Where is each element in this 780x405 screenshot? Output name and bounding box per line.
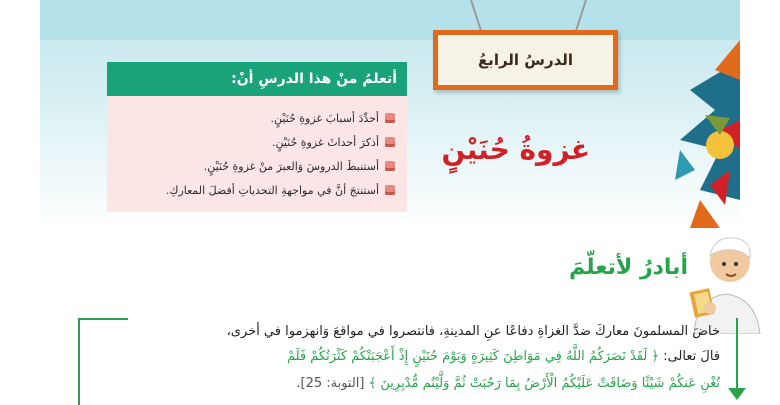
objective-item xyxy=(115,154,395,178)
paragraph-line xyxy=(80,349,720,364)
verse-reference: [التوبة: 25]. xyxy=(296,376,365,391)
paragraph-line xyxy=(80,376,720,391)
bullet-icon xyxy=(385,113,395,123)
objective-item xyxy=(115,178,395,202)
objectives-list xyxy=(115,106,395,202)
objective-item xyxy=(115,130,395,154)
bullet-icon xyxy=(385,137,395,147)
bullet-icon xyxy=(385,185,395,195)
objective-text: أحدِّدَ أسبابَ غزوةِ حُنَيْنٍ. xyxy=(270,111,379,125)
quran-verse: ﴿ لَقَدْ نَصَرَكُمُ اللَّهُ فِي مَوَاطِنَ كَثِيرَةٍ وَيَوْمَ حُنَيْنٍ إِذْ أَعْجَبَتْكُمْ كَثْرَتُكُمْ فَلَمْ xyxy=(286,349,660,364)
intro-paragraph-block xyxy=(70,318,750,405)
objectives-box xyxy=(107,62,407,212)
objective-text: أذكرَ أحداثَ غزوةِ حُنَيْنٍ. xyxy=(272,135,379,149)
objective-text: أستنتجَ أنَّ في مواجهةِ التحدياتِ أفضلَ المعاركِ. xyxy=(165,183,379,197)
lesson-label-sign xyxy=(433,30,618,90)
bullet-icon xyxy=(385,161,395,171)
frame-line-right xyxy=(736,318,738,393)
lesson-title: غزوةُ حُنَيْنٍ xyxy=(441,133,590,166)
islamic-pattern-decoration xyxy=(620,0,740,228)
objectives-heading: أتعلمُ منْ هذا الدرسِ أنْ: xyxy=(107,62,407,96)
section-title-start: أبادرُ لأتعلّمَ xyxy=(569,255,688,280)
quran-verse: تُغْنِ عَنكُمْ شَيْئًا وَضَاقَتْ عَلَيْكُمُ الْأَرْضُ بِمَا رَحُبَتْ ثُمَّ وَلَّيْتُم مُّدْبِرِينَ ﴾ xyxy=(368,376,720,391)
frame-line-top xyxy=(78,318,128,320)
objective-text: أستنبطَ الدروسَ وَالعبرَ منْ غزوةِ حُنَيْنٍ. xyxy=(203,159,379,173)
down-arrow-icon xyxy=(728,388,746,400)
objective-item xyxy=(115,106,395,130)
paragraph-line: خاضَ المسلمونَ معاركَ ضدَّ الغزاةِ دفاعًا عنِ المدينةِ، فانتصروا في مواقعَ وَانهزموا في أخرى، xyxy=(226,324,720,339)
lesson-label: الدرسُ الرابعُ xyxy=(477,51,574,69)
verse-intro: قالَ تعالى: xyxy=(663,349,720,364)
